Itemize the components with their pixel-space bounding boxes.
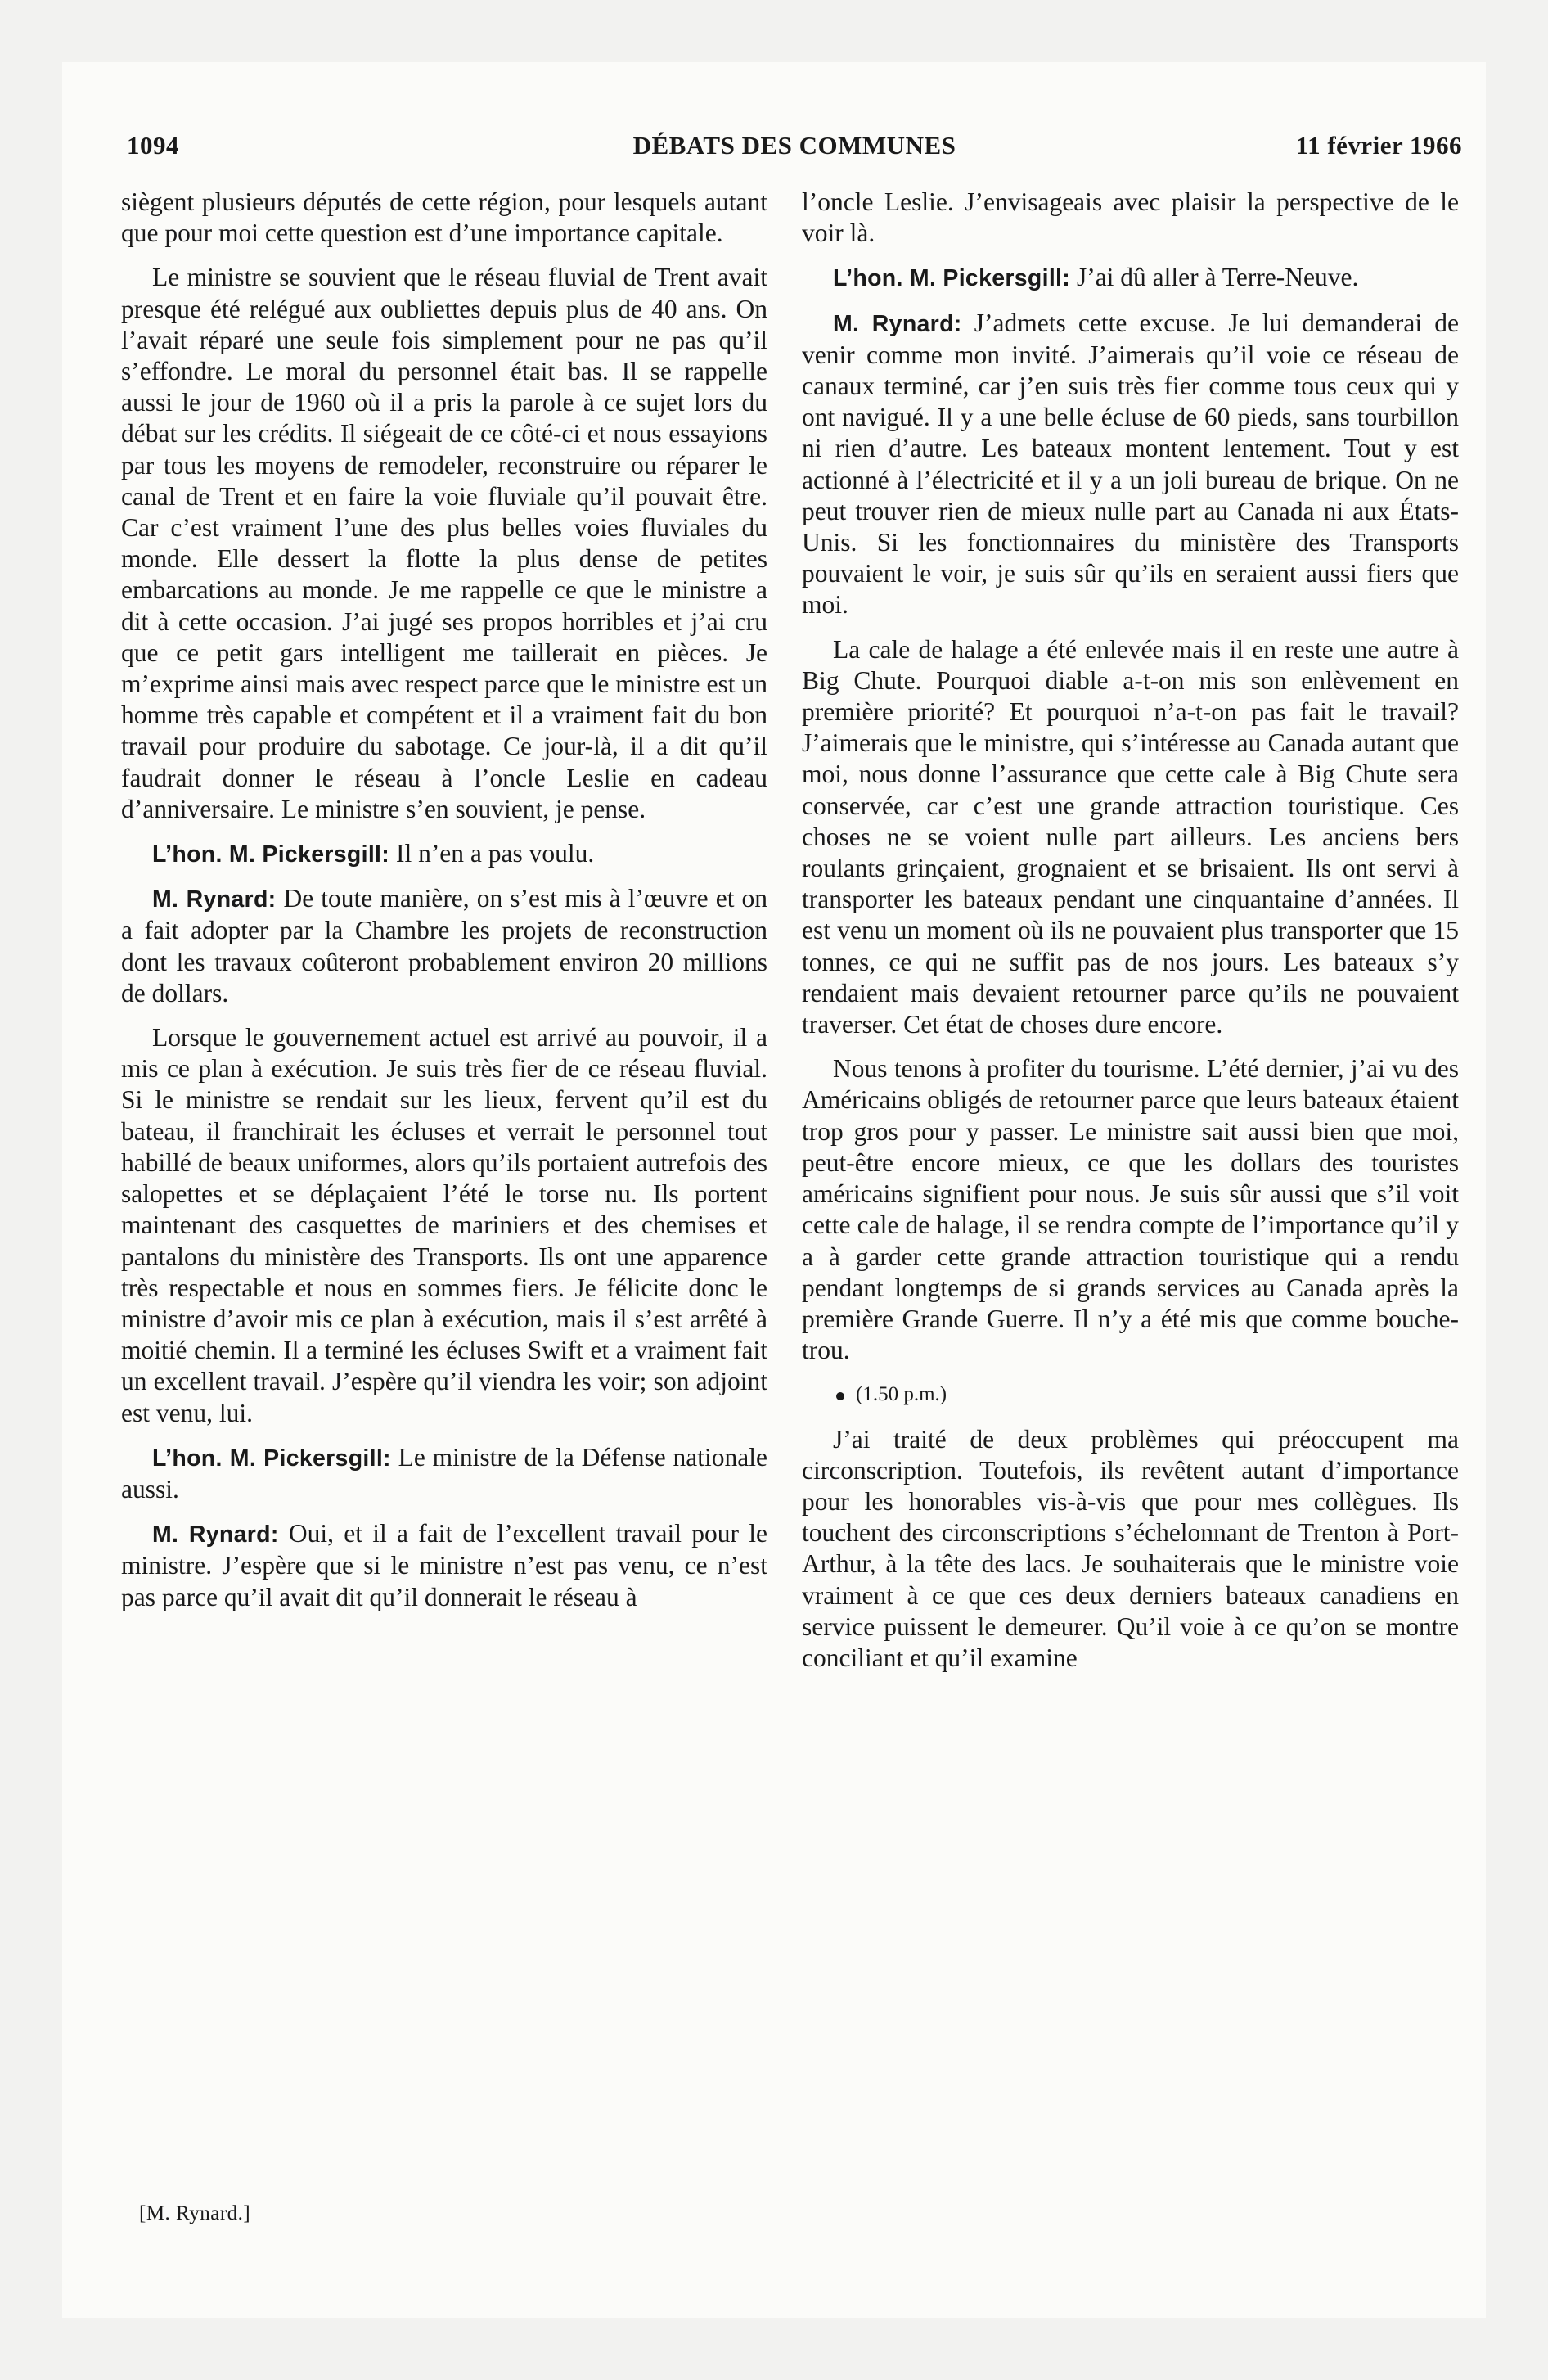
paragraph <box>802 308 1459 621</box>
paragraph-text: Le ministre se souvient que le réseau fluvial de Trent avait presque été relégué aux oubliettes depuis plus de 40 ans. On l’avait réparé une seule fois simplement pour ne pas qu’il s’effondre. Le moral du personnel était bas. Il se rappelle aussi le jour de 1960 où il a pris la parole à ce sujet lors du débat sur les crédits. Il siégeait de ce côté-ci et nous essayions par tous les moyens de remodeler, reconstruire ou réparer le canal de Trent et en faire la voie fluviale qu’il pouvait être. Car c’est vraiment l’une des plus belles voies fluviales du monde. Elle dessert la flotte la plus dense de petites embarcations au monde. Je me rappelle ce que le ministre a dit à cette occasion. J’ai jugé ses propos horribles et j’ai cru que ce petit gars intelligent me taillerait en pièces. Je m’exprime ainsi mais avec respect parce que le ministre est un homme très capable et compétent et il a vraiment fait du bon travail pour produire du sabotage. Ce jour-là, il a dit qu’il faudrait donner le réseau à l’oncle Leslie en cadeau d’anniversaire. Le ministre s’en souvient, je pense. <box>121 263 767 823</box>
paragraph <box>121 883 767 1009</box>
bullet-icon <box>836 1392 844 1400</box>
paragraph-text: J’ai traité de deux problèmes qui préoccupent ma circonscription. Toutefois, ils revêtent autant d’importance pour les honorables vis-à-vis que pour mes collègues. Ils touchent des circonscriptions s’échelonnant de Trenton à Port-Arthur, à la tête des lacs. Je souhaiterais que le ministre voie vraiment à ce que ces deux derniers bateaux canadiens en service puissent le demeurer. Qu’il voie à ce qu’on se montre conciliant et qu’il examine <box>802 1424 1459 1672</box>
paragraph-text: Lorsque le gouvernement actuel est arrivé au pouvoir, il a mis ce plan à exécution. Je suis très fier de ce réseau fluvial. Si le ministre se rendait sur les lieux, fervent qu’il est du bateau, il franchirait les écluses et verrait le personnel tout habillé de beaux uniformes, alors qu’ils portaient autrefois des salopettes et se déplaçaient l’été le torse nu. Ils portent maintenant des casquettes de mariniers et des chemises et pantalons du ministère des Transports. Ils ont une apparence très respectable et nous en sommes fiers. Je félicite donc le ministre d’avoir mis ce plan à exécution, mais il s’est arrêté à moitié chemin. Il a terminé les écluses Swift et a vraiment fait un excellent travail. J’espère qu’il viendra les voir; son adjoint est venu, lui. <box>121 1023 767 1427</box>
paragraph-text: J’ai dû aller à Terre-Neuve. <box>1076 263 1359 292</box>
paragraph-text: siègent plusieurs députés de cette région, pour lesquels autant que pour moi cette question est d’une importance capitale. <box>121 187 767 248</box>
paragraph-text: La cale de halage a été enlevée mais il en reste une autre à Big Chute. Pourquoi diable a-t-on mis son enlèvement en première priorité? Et pourquoi n’a-t-on pas fait le travail? J’aimerais que le ministre, qui s’intéresse au Canada autant que moi, nous donne l’assurance que cette cale à Big Chute sera conservée, car c’est une grande attraction touristique. Ces choses ne se voient nulle part ailleurs. Les anciens bers roulants grinçaient, grognaient et se brisaient. Ils ont servi à transporter les bateaux pendant une cinquantaine d’années. Il est venu un moment où ils ne pouvaient plus transporter que 15 tonnes, ce qui ne suffit pas de nos jours. Les bateaux s’y rendaient mais devaient retourner parce qu’ils ne pouvaient traverser. Cet état de choses dure encore. <box>802 634 1459 1039</box>
paragraph-text: De toute manière, on s’est mis à l’œuvre et on a fait adopter par la Chambre les projets de reconstruction dont les travaux coûteront probablement environ 20 millions de dollars. <box>121 884 768 1007</box>
speaker-name: M. Rynard: <box>833 310 962 337</box>
left-column <box>121 187 767 1626</box>
paragraph <box>802 1424 1459 1675</box>
right-column <box>802 187 1459 1687</box>
page-header <box>127 131 1462 172</box>
speaker-name: L’hon. M. Pickersgill: <box>152 1445 391 1472</box>
paragraph <box>802 634 1459 1041</box>
paragraph <box>802 187 1459 249</box>
paragraph-text: Il n’en a pas voulu. <box>395 839 595 868</box>
publication-title: DÉBATS DES COMMUNES <box>632 131 956 160</box>
speaker-name: M. Rynard: <box>152 1521 279 1548</box>
paragraph-text: Le ministre de la Défense nationale aussi. <box>121 1442 768 1503</box>
time-text: (1.50 p.m.) <box>856 1383 947 1406</box>
paragraph <box>121 1518 767 1613</box>
paragraph <box>121 838 767 870</box>
paragraph-text: Oui, et il a fait de l’excellent travail pour le ministre. J’espère que si le ministre n’est pas venu, ce n’est pas parce qu’il avait dit qu’il donnerait le réseau à <box>121 1519 768 1611</box>
paragraph-text: l’oncle Leslie. J’envisageais avec plaisir la perspective de le voir là. <box>802 187 1459 248</box>
speaker-name: L’hon. M. Pickersgill: <box>152 841 390 868</box>
paragraph <box>121 187 767 249</box>
paragraph <box>802 1053 1459 1366</box>
speaker-name: M. Rynard: <box>152 886 277 913</box>
page-number: 1094 <box>127 131 179 160</box>
speaker-footnote: [M. Rynard.] <box>139 2202 251 2224</box>
paragraph <box>121 1442 767 1505</box>
paragraph <box>802 262 1459 294</box>
speaker-name: L’hon. M. Pickersgill: <box>833 265 1071 292</box>
time-marker <box>802 1379 1459 1410</box>
paragraph <box>121 262 767 825</box>
paragraph-text: Nous tenons à profiter du tourisme. L’été dernier, j’ai vu des Américains obligés de retourner parce que leurs bateaux étaient trop gros pour y passer. Le ministre sait aussi bien que moi, peut-être encore mieux, ce que les dollars des touristes américains signifient pour nous. Je suis sûr aussi que s’il voit cette cale de halage, il se rendra compte de l’importance qu’il y a à garder cette grande attraction touristique qui a rendu pendant longtemps de si grands services au Canada après la première Grande Guerre. Il n’y a été mis que comme bouche-trou. <box>802 1054 1459 1365</box>
publication-date: 11 février 1966 <box>1295 131 1462 160</box>
paragraph <box>121 1022 767 1429</box>
paragraph-text: J’admets cette excuse. Je lui demanderai de venir comme mon invité. J’aimerais qu’il voie ce réseau de canaux terminé, car j’en suis très fier comme tous ceux qui y ont navigué. Il y a une belle écluse de 60 pieds, sans tourbillon ni rien d’autre. Les bateaux montent lentement. Tout y est actionné à l’électricité et il y a un joli bureau de brique. On ne peut trouver rien de mieux nulle part au Canada ni aux États-Unis. Si les fonctionnaires du ministère des Transports pouvaient le voir, je suis sûr qu’ils en seraient aussi fiers que moi. <box>802 308 1460 620</box>
